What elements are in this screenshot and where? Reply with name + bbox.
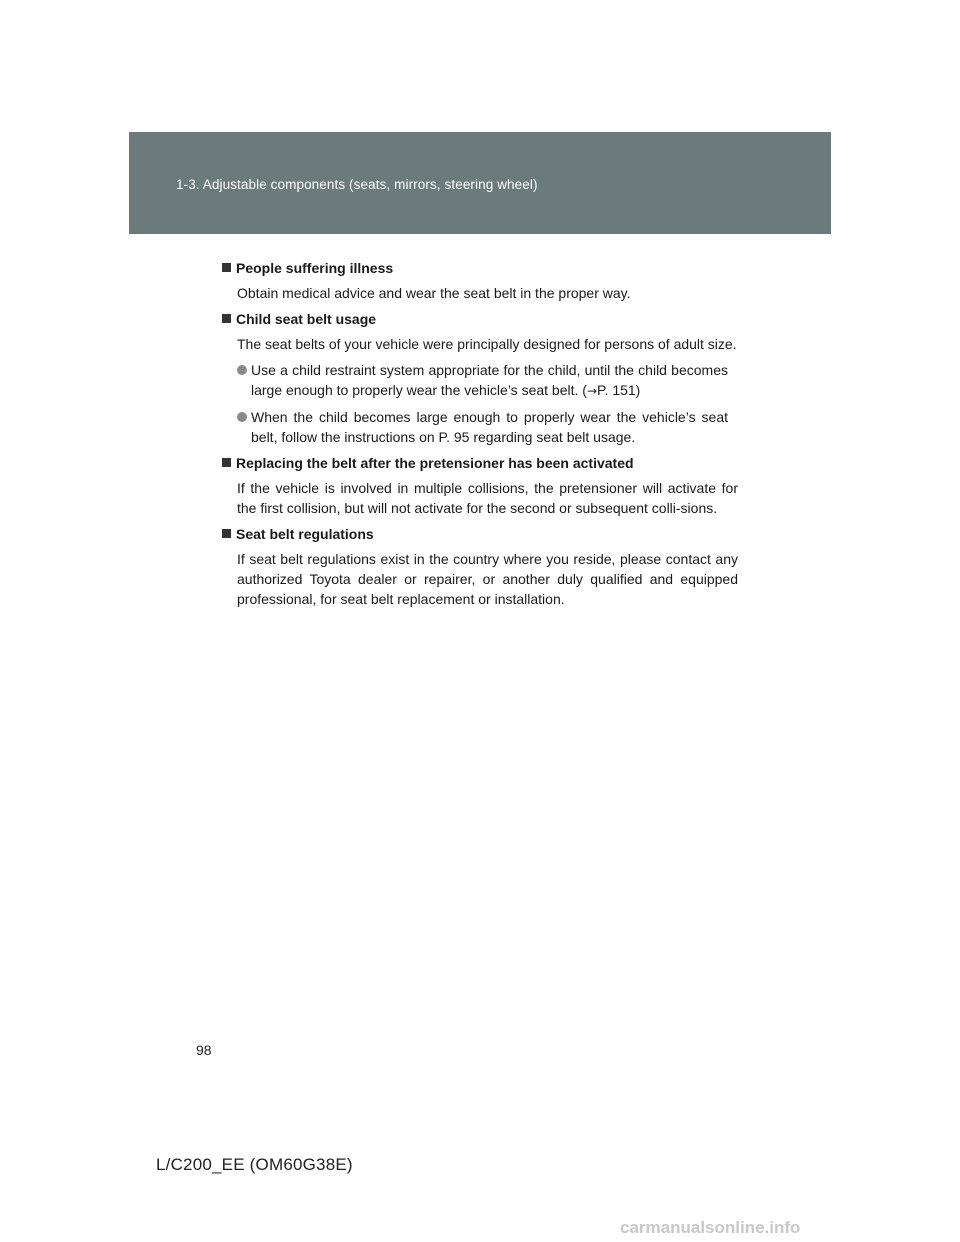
heading-text: Replacing the belt after the pretensioner has been activated <box>236 455 634 471</box>
section-seat-belt-regulations <box>222 524 738 609</box>
page-reference-link[interactable]: P. 151) <box>597 382 641 398</box>
circle-bullet-icon <box>237 365 247 375</box>
section-heading <box>222 309 738 329</box>
section-title: 1-3. Adjustable components (seats, mirrors, steering wheel) <box>176 177 538 192</box>
page-number: 98 <box>196 1042 212 1058</box>
list-item <box>222 360 738 401</box>
square-bullet-icon <box>222 529 231 538</box>
list-item <box>222 407 738 447</box>
model-code: L/C200_EE (OM60G38E) <box>156 1155 353 1174</box>
section-paragraph: Obtain medical advice and wear the seat belt in the proper way. <box>237 285 631 301</box>
heading-text: Seat belt regulations <box>236 526 374 542</box>
list-item-text: Use a child restraint system appropriate for the child, until the child becomes large enough to properly wear the vehicle’s seat belt. ( <box>251 362 728 398</box>
section-heading <box>222 453 738 473</box>
square-bullet-icon <box>222 314 231 323</box>
circle-bullet-icon <box>237 412 247 422</box>
section-heading <box>222 524 738 544</box>
section-heading <box>222 258 738 278</box>
section-child-seat-belt <box>222 309 738 447</box>
arrow-right-icon: → <box>586 384 598 398</box>
section-illness <box>222 258 738 303</box>
section-replacing-belt <box>222 453 738 518</box>
square-bullet-icon <box>222 458 231 467</box>
section-paragraph: The seat belts of your vehicle were principally designed for persons of adult size. <box>237 336 737 352</box>
heading-text: Child seat belt usage <box>236 311 377 327</box>
section-header-band <box>129 132 831 234</box>
section-paragraph: If the vehicle is involved in multiple collisions, the pretensioner will activate for the first collision, but will not activate for the second or subsequent colli-sions. <box>237 480 738 516</box>
list-item-text: When the child becomes large enough to properly wear the vehicle’s seat belt, follow the instructions on P. 95 regarding seat belt usage. <box>251 409 728 445</box>
square-bullet-icon <box>222 263 231 272</box>
heading-text: People suffering illness <box>236 260 394 276</box>
page-content <box>222 258 738 615</box>
watermark: carmanualsonline.info <box>620 1218 801 1237</box>
section-paragraph: If seat belt regulations exist in the country where you reside, please contact any authorized Toyota dealer or repairer, or another duly qualified and equipped professional, for seat belt replacement or installation. <box>237 551 738 607</box>
